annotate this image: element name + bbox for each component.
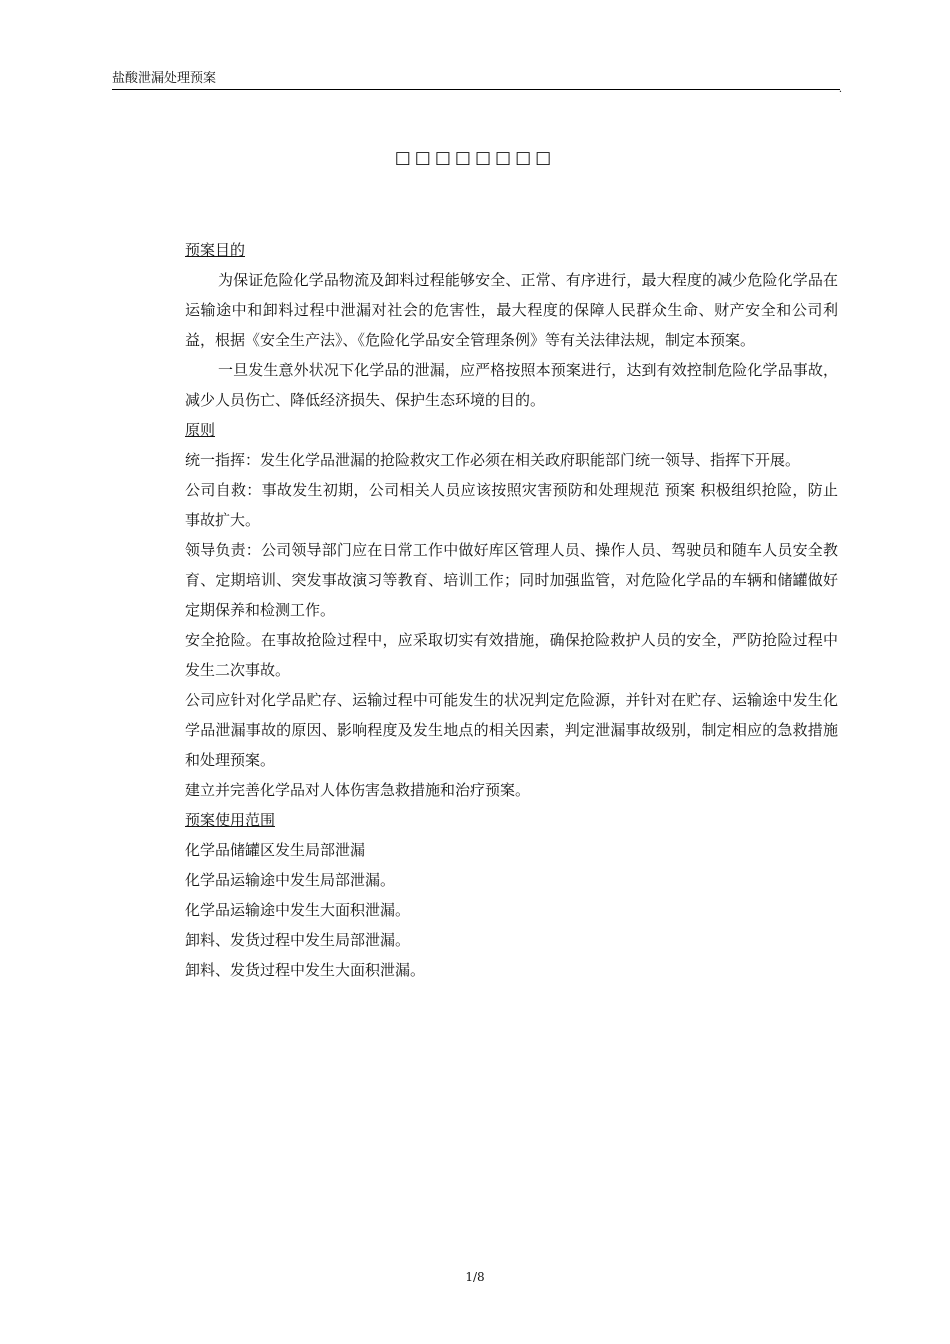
principle-item: 公司应针对化学品贮存、运输过程中可能发生的状况判定危险源，并针对在贮存、运输途中发生化学品泄漏事故的原因、影响程度及发生地点的相关因素，判定泄漏事故级别，制定相应的急救措施和处理预案。 — [185, 691, 838, 769]
principle-item: 安全抢险。在事故抢险过程中，应采取切实有效措施，确保抢险救护人员的安全，严防抢险过程中发生二次事故。 — [185, 631, 838, 679]
principle-item: 建立并完善化学品对人体伤害急救措施和治疗预案。 — [185, 781, 531, 799]
principle-item: 领导负责：公司领导部门应在日常工作中做好库区管理人员、操作人员、驾驶员和随车人员安全教育、定期培训、突发事故演习等教育、培训工作；同时加强监管，对危险化学品的车辆和储罐做好定期保养和检测工作。 — [185, 541, 838, 619]
scope-item: 卸料、发货过程中发生大面积泄漏。 — [185, 961, 426, 979]
principle-item: 公司自救：事故发生初期，公司相关人员应该按照灾害预防和处理规范 预案 积极组织抢险，防止事故扩大。 — [185, 481, 838, 529]
page-header — [112, 70, 842, 95]
purpose-heading: 预案目的 — [185, 241, 246, 259]
scope-item: 化学品储罐区发生局部泄漏 — [185, 841, 366, 859]
scope-item: 卸料、发货过程中发生局部泄漏。 — [185, 931, 411, 949]
principle-item: 统一指挥：发生化学品泄漏的抢险救灾工作必须在相关政府职能部门统一领导、指挥下开展。 — [185, 451, 801, 469]
header-title: 盐酸泄漏处理预案 — [112, 71, 217, 86]
header-mark: . — [838, 84, 842, 95]
scope-item: 化学品运输途中发生大面积泄漏。 — [185, 901, 411, 919]
document-title: □□□□□□□□ — [394, 148, 556, 168]
scope-heading: 预案使用范围 — [185, 811, 276, 829]
purpose-paragraph-2: 一旦发生意外状况下化学品的泄漏，应严格按照本预案进行，达到有效控制危险化学品事故，减少人员伤亡、降低经济损失、保护生态环境的目的。 — [185, 361, 838, 409]
purpose-paragraph-1: 为保证危险化学品物流及卸料过程能够安全、正常、有序进行，最大程度的减少危险化学品在运输途中和卸料过程中泄漏对社会的危害性，最大程度的保障人民群众生命、财产安全和公司利益，根据《安全生产法》、《危险化学品安全管理条例》等有关法律法规，制定本预案。 — [185, 271, 838, 349]
page-number: 1/8 — [465, 1270, 485, 1284]
principle-heading: 原则 — [185, 421, 216, 439]
scope-item: 化学品运输途中发生局部泄漏。 — [185, 871, 396, 889]
document-body — [185, 235, 838, 985]
